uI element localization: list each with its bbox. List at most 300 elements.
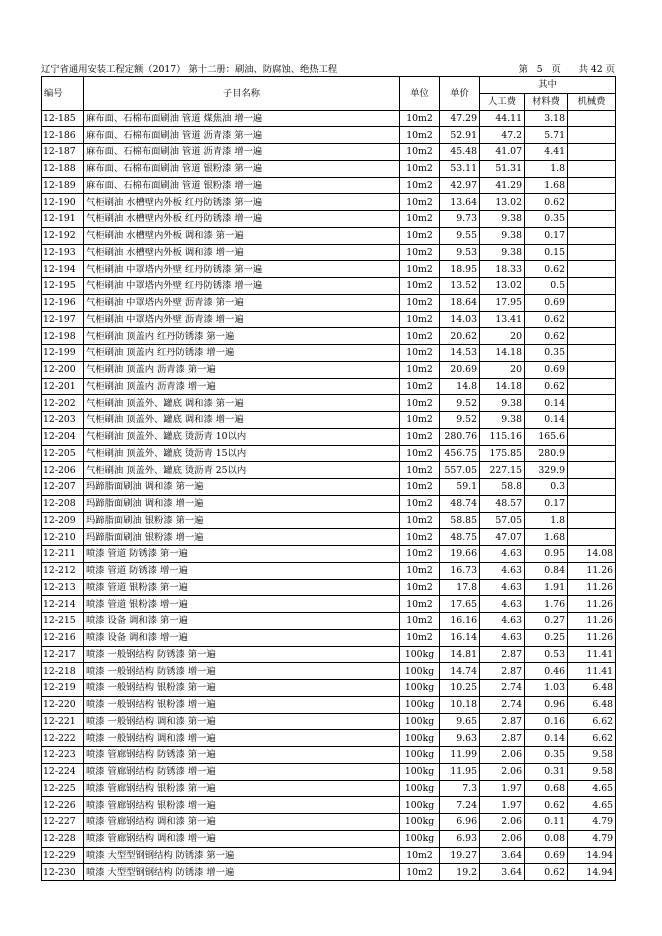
unit-cell: 10m2 bbox=[400, 261, 440, 278]
code-cell: 12-210 bbox=[42, 529, 84, 546]
code-cell: 12-222 bbox=[42, 730, 84, 747]
col-material-header: 材料费 bbox=[525, 93, 568, 110]
code-cell: 12-226 bbox=[42, 797, 84, 814]
machine-cell: 4.65 bbox=[568, 780, 616, 797]
labor-cell: 18.33 bbox=[480, 261, 525, 278]
name-cell: 气柜刷油 水槽壁内外板 调和漆 第一遍 bbox=[84, 227, 400, 244]
material-cell: 0.69 bbox=[525, 294, 568, 311]
price-cell: 14.81 bbox=[440, 646, 480, 663]
machine-cell bbox=[568, 194, 616, 211]
labor-cell: 2.06 bbox=[480, 814, 525, 831]
machine-cell bbox=[568, 144, 616, 161]
labor-cell: 9.38 bbox=[480, 211, 525, 228]
machine-cell: 11.26 bbox=[568, 629, 616, 646]
machine-cell bbox=[568, 361, 616, 378]
material-cell: 0.31 bbox=[525, 763, 568, 780]
name-cell: 喷漆 一般钢结构 调和漆 第一遍 bbox=[84, 713, 400, 730]
labor-cell: 4.63 bbox=[480, 629, 525, 646]
unit-cell: 10m2 bbox=[400, 110, 440, 127]
name-cell: 气柜刷油 水槽壁内外板 红丹防锈漆 增一遍 bbox=[84, 211, 400, 228]
machine-cell: 14.94 bbox=[568, 847, 616, 864]
unit-cell: 10m2 bbox=[400, 579, 440, 596]
price-cell: 16.14 bbox=[440, 629, 480, 646]
total-prefix: 共 bbox=[578, 64, 588, 75]
machine-cell bbox=[568, 110, 616, 127]
unit-cell: 100kg bbox=[400, 646, 440, 663]
labor-cell: 57.05 bbox=[480, 512, 525, 529]
code-cell: 12-218 bbox=[42, 663, 84, 680]
unit-cell: 10m2 bbox=[400, 864, 440, 881]
table-row bbox=[42, 261, 616, 278]
labor-cell: 13.02 bbox=[480, 194, 525, 211]
material-cell: 1.8 bbox=[525, 512, 568, 529]
col-group-header: 其中 bbox=[480, 77, 616, 94]
name-cell: 气柜刷油 顶盖内 红丹防锈漆 增一遍 bbox=[84, 345, 400, 362]
table-row bbox=[42, 629, 616, 646]
unit-cell: 10m2 bbox=[400, 361, 440, 378]
material-cell: 0.62 bbox=[525, 797, 568, 814]
code-cell: 12-199 bbox=[42, 345, 84, 362]
labor-cell: 41.29 bbox=[480, 177, 525, 194]
col-labor-header: 人工费 bbox=[480, 93, 525, 110]
price-cell: 10.18 bbox=[440, 696, 480, 713]
table-row bbox=[42, 780, 616, 797]
material-cell: 0.69 bbox=[525, 361, 568, 378]
code-cell: 12-190 bbox=[42, 194, 84, 211]
machine-cell bbox=[568, 512, 616, 529]
material-cell: 0.35 bbox=[525, 747, 568, 764]
name-cell: 喷漆 一般钢结构 防锈漆 增一遍 bbox=[84, 663, 400, 680]
material-cell: 0.16 bbox=[525, 713, 568, 730]
name-cell: 喷漆 一般钢结构 调和漆 增一遍 bbox=[84, 730, 400, 747]
machine-cell bbox=[568, 278, 616, 295]
code-cell: 12-194 bbox=[42, 261, 84, 278]
code-cell: 12-188 bbox=[42, 160, 84, 177]
name-cell: 麻布面、石棉布面刷油 管道 银粉漆 增一遍 bbox=[84, 177, 400, 194]
table-body bbox=[42, 110, 616, 881]
name-cell: 气柜刷油 顶盖外、罐底 调和漆 增一遍 bbox=[84, 412, 400, 429]
table-row bbox=[42, 144, 616, 161]
table-row bbox=[42, 294, 616, 311]
machine-cell: 6.62 bbox=[568, 713, 616, 730]
name-cell: 喷漆 管廊钢结构 银粉漆 第一遍 bbox=[84, 780, 400, 797]
material-cell: 0.62 bbox=[525, 194, 568, 211]
name-cell: 气柜刷油 顶盖外、罐底 烫沥青 25以内 bbox=[84, 462, 400, 479]
price-cell: 9.52 bbox=[440, 412, 480, 429]
name-cell: 麻布面、石棉布面刷油 管道 沥青漆 第一遍 bbox=[84, 127, 400, 144]
name-cell: 气柜刷油 水槽壁内外板 调和漆 增一遍 bbox=[84, 244, 400, 261]
machine-cell: 11.41 bbox=[568, 646, 616, 663]
name-cell: 气柜刷油 中罩塔内外壁 红丹防锈漆 第一遍 bbox=[84, 261, 400, 278]
machine-cell bbox=[568, 244, 616, 261]
code-cell: 12-224 bbox=[42, 763, 84, 780]
machine-cell bbox=[568, 211, 616, 228]
price-cell: 10.25 bbox=[440, 680, 480, 697]
code-cell: 12-201 bbox=[42, 378, 84, 395]
unit-cell: 100kg bbox=[400, 663, 440, 680]
code-cell: 12-217 bbox=[42, 646, 84, 663]
name-cell: 气柜刷油 中罩塔内外壁 红丹防锈漆 增一遍 bbox=[84, 278, 400, 295]
price-cell: 48.74 bbox=[440, 495, 480, 512]
code-cell: 12-215 bbox=[42, 613, 84, 630]
unit-cell: 100kg bbox=[400, 730, 440, 747]
name-cell: 喷漆 一般钢结构 防锈漆 第一遍 bbox=[84, 646, 400, 663]
material-cell: 1.76 bbox=[525, 596, 568, 613]
col-machine-header: 机械费 bbox=[568, 93, 616, 110]
material-cell: 1.68 bbox=[525, 529, 568, 546]
material-cell: 1.8 bbox=[525, 160, 568, 177]
table-row bbox=[42, 680, 616, 697]
price-cell: 19.27 bbox=[440, 847, 480, 864]
labor-cell: 4.63 bbox=[480, 613, 525, 630]
material-cell: 0.35 bbox=[525, 211, 568, 228]
code-cell: 12-213 bbox=[42, 579, 84, 596]
unit-cell: 10m2 bbox=[400, 227, 440, 244]
table-row bbox=[42, 177, 616, 194]
name-cell: 气柜刷油 顶盖内 红丹防锈漆 第一遍 bbox=[84, 328, 400, 345]
name-cell: 气柜刷油 中罩塔内外壁 沥青漆 增一遍 bbox=[84, 311, 400, 328]
labor-cell: 4.63 bbox=[480, 546, 525, 563]
name-cell: 气柜刷油 顶盖内 沥青漆 第一遍 bbox=[84, 361, 400, 378]
name-cell: 气柜刷油 顶盖内 沥青漆 增一遍 bbox=[84, 378, 400, 395]
labor-cell: 2.87 bbox=[480, 713, 525, 730]
unit-cell: 10m2 bbox=[400, 462, 440, 479]
unit-cell: 10m2 bbox=[400, 244, 440, 261]
price-cell: 9.53 bbox=[440, 244, 480, 261]
name-cell: 玛蹄脂面刷油 银粉漆 第一遍 bbox=[84, 512, 400, 529]
code-cell: 12-208 bbox=[42, 495, 84, 512]
labor-cell: 2.87 bbox=[480, 646, 525, 663]
unit-cell: 100kg bbox=[400, 713, 440, 730]
unit-cell: 10m2 bbox=[400, 495, 440, 512]
code-cell: 12-219 bbox=[42, 680, 84, 697]
labor-cell: 48.57 bbox=[480, 495, 525, 512]
code-cell: 12-187 bbox=[42, 144, 84, 161]
name-cell: 玛蹄脂面刷油 调和漆 第一遍 bbox=[84, 479, 400, 496]
table-row bbox=[42, 696, 616, 713]
machine-cell bbox=[568, 345, 616, 362]
table-row bbox=[42, 797, 616, 814]
name-cell: 喷漆 管道 防锈漆 第一遍 bbox=[84, 546, 400, 563]
price-cell: 42.97 bbox=[440, 177, 480, 194]
machine-cell: 11.26 bbox=[568, 613, 616, 630]
machine-cell: 9.58 bbox=[568, 763, 616, 780]
price-cell: 20.62 bbox=[440, 328, 480, 345]
name-cell: 气柜刷油 顶盖外、罐底 烫沥青 10以内 bbox=[84, 428, 400, 445]
name-cell: 喷漆 大型型钢钢结构 防锈漆 第一遍 bbox=[84, 847, 400, 864]
code-cell: 12-229 bbox=[42, 847, 84, 864]
material-cell: 0.62 bbox=[525, 311, 568, 328]
machine-cell bbox=[568, 177, 616, 194]
machine-cell bbox=[568, 227, 616, 244]
code-cell: 12-198 bbox=[42, 328, 84, 345]
code-cell: 12-228 bbox=[42, 830, 84, 847]
labor-cell: 4.63 bbox=[480, 579, 525, 596]
labor-cell: 58.8 bbox=[480, 479, 525, 496]
name-cell: 喷漆 管廊钢结构 防锈漆 第一遍 bbox=[84, 747, 400, 764]
code-cell: 12-202 bbox=[42, 395, 84, 412]
unit-cell: 10m2 bbox=[400, 395, 440, 412]
material-cell: 0.69 bbox=[525, 847, 568, 864]
table-row bbox=[42, 596, 616, 613]
labor-cell: 9.38 bbox=[480, 244, 525, 261]
unit-cell: 10m2 bbox=[400, 428, 440, 445]
table-row bbox=[42, 763, 616, 780]
code-cell: 12-191 bbox=[42, 211, 84, 228]
labor-cell: 2.06 bbox=[480, 830, 525, 847]
unit-cell: 10m2 bbox=[400, 445, 440, 462]
unit-cell: 10m2 bbox=[400, 512, 440, 529]
page-prefix: 第 bbox=[518, 64, 528, 75]
machine-cell: 14.94 bbox=[568, 864, 616, 881]
name-cell: 玛蹄脂面刷油 调和漆 增一遍 bbox=[84, 495, 400, 512]
labor-cell: 41.07 bbox=[480, 144, 525, 161]
col-code-header: 编号 bbox=[42, 77, 84, 111]
price-cell: 19.66 bbox=[440, 546, 480, 563]
code-cell: 12-223 bbox=[42, 747, 84, 764]
table-row bbox=[42, 529, 616, 546]
machine-cell: 4.79 bbox=[568, 814, 616, 831]
unit-cell: 100kg bbox=[400, 696, 440, 713]
material-cell: 329.9 bbox=[525, 462, 568, 479]
unit-cell: 10m2 bbox=[400, 378, 440, 395]
page-number: 5 bbox=[536, 64, 543, 75]
table-row bbox=[42, 211, 616, 228]
price-cell: 9.55 bbox=[440, 227, 480, 244]
material-cell: 0.17 bbox=[525, 495, 568, 512]
material-cell: 0.11 bbox=[525, 814, 568, 831]
price-cell: 14.03 bbox=[440, 311, 480, 328]
price-cell: 13.52 bbox=[440, 278, 480, 295]
name-cell: 喷漆 设备 调和漆 增一遍 bbox=[84, 629, 400, 646]
table-row bbox=[42, 663, 616, 680]
unit-cell: 100kg bbox=[400, 747, 440, 764]
machine-cell: 9.58 bbox=[568, 747, 616, 764]
col-name-header: 子目名称 bbox=[84, 77, 400, 111]
material-cell: 0.68 bbox=[525, 780, 568, 797]
code-cell: 12-203 bbox=[42, 412, 84, 429]
table-row bbox=[42, 110, 616, 127]
code-cell: 12-192 bbox=[42, 227, 84, 244]
unit-cell: 100kg bbox=[400, 814, 440, 831]
col-price-header: 单价 bbox=[440, 77, 480, 111]
price-cell: 7.3 bbox=[440, 780, 480, 797]
price-cell: 14.74 bbox=[440, 663, 480, 680]
table-row bbox=[42, 412, 616, 429]
total-suffix: 页 bbox=[605, 64, 615, 75]
table-row bbox=[42, 428, 616, 445]
table-row bbox=[42, 613, 616, 630]
material-cell: 1.03 bbox=[525, 680, 568, 697]
machine-cell: 14.08 bbox=[568, 546, 616, 563]
machine-cell: 6.48 bbox=[568, 696, 616, 713]
table-row bbox=[42, 311, 616, 328]
labor-cell: 4.63 bbox=[480, 562, 525, 579]
table-row bbox=[42, 194, 616, 211]
machine-cell bbox=[568, 495, 616, 512]
machine-cell bbox=[568, 378, 616, 395]
unit-cell: 10m2 bbox=[400, 529, 440, 546]
price-cell: 9.63 bbox=[440, 730, 480, 747]
document-title: 辽宁省通用安装工程定额（2017） 第十二册：刷油、防腐蚀、绝热工程 bbox=[41, 64, 338, 75]
price-cell: 48.75 bbox=[440, 529, 480, 546]
machine-cell: 6.48 bbox=[568, 680, 616, 697]
name-cell: 喷漆 管廊钢结构 调和漆 增一遍 bbox=[84, 830, 400, 847]
price-cell: 47.29 bbox=[440, 110, 480, 127]
unit-cell: 10m2 bbox=[400, 177, 440, 194]
labor-cell: 115.16 bbox=[480, 428, 525, 445]
name-cell: 喷漆 一般钢结构 银粉漆 第一遍 bbox=[84, 680, 400, 697]
unit-cell: 100kg bbox=[400, 830, 440, 847]
code-cell: 12-221 bbox=[42, 713, 84, 730]
table-row bbox=[42, 328, 616, 345]
unit-cell: 10m2 bbox=[400, 546, 440, 563]
table-row bbox=[42, 512, 616, 529]
table-row bbox=[42, 495, 616, 512]
price-cell: 58.85 bbox=[440, 512, 480, 529]
machine-cell: 6.62 bbox=[568, 730, 616, 747]
material-cell: 3.18 bbox=[525, 110, 568, 127]
labor-cell: 44.11 bbox=[480, 110, 525, 127]
code-cell: 12-197 bbox=[42, 311, 84, 328]
table-row bbox=[42, 227, 616, 244]
labor-cell: 2.87 bbox=[480, 730, 525, 747]
machine-cell bbox=[568, 479, 616, 496]
table-row bbox=[42, 395, 616, 412]
machine-cell bbox=[568, 412, 616, 429]
table-row bbox=[42, 127, 616, 144]
code-cell: 12-206 bbox=[42, 462, 84, 479]
unit-cell: 10m2 bbox=[400, 144, 440, 161]
price-cell: 59.1 bbox=[440, 479, 480, 496]
material-cell: 0.62 bbox=[525, 378, 568, 395]
material-cell: 0.15 bbox=[525, 244, 568, 261]
name-cell: 喷漆 管道 银粉漆 第一遍 bbox=[84, 579, 400, 596]
code-cell: 12-205 bbox=[42, 445, 84, 462]
labor-cell: 2.06 bbox=[480, 763, 525, 780]
table-row bbox=[42, 730, 616, 747]
unit-cell: 100kg bbox=[400, 780, 440, 797]
machine-cell: 11.41 bbox=[568, 663, 616, 680]
name-cell: 麻布面、石棉布面刷油 管道 煤焦油 增一遍 bbox=[84, 110, 400, 127]
unit-cell: 10m2 bbox=[400, 160, 440, 177]
machine-cell bbox=[568, 311, 616, 328]
material-cell: 0.62 bbox=[525, 328, 568, 345]
unit-cell: 10m2 bbox=[400, 629, 440, 646]
machine-cell bbox=[568, 261, 616, 278]
unit-cell: 10m2 bbox=[400, 127, 440, 144]
unit-cell: 10m2 bbox=[400, 412, 440, 429]
unit-cell: 100kg bbox=[400, 680, 440, 697]
material-cell: 0.53 bbox=[525, 646, 568, 663]
labor-cell: 51.31 bbox=[480, 160, 525, 177]
table-row bbox=[42, 713, 616, 730]
machine-cell bbox=[568, 462, 616, 479]
material-cell: 4.41 bbox=[525, 144, 568, 161]
labor-cell: 3.64 bbox=[480, 864, 525, 881]
material-cell: 280.9 bbox=[525, 445, 568, 462]
table-row bbox=[42, 847, 616, 864]
name-cell: 喷漆 一般钢结构 银粉漆 增一遍 bbox=[84, 696, 400, 713]
code-cell: 12-186 bbox=[42, 127, 84, 144]
unit-cell: 100kg bbox=[400, 797, 440, 814]
code-cell: 12-193 bbox=[42, 244, 84, 261]
table-row bbox=[42, 579, 616, 596]
material-cell: 0.17 bbox=[525, 227, 568, 244]
unit-cell: 10m2 bbox=[400, 596, 440, 613]
table-row bbox=[42, 562, 616, 579]
price-cell: 557.05 bbox=[440, 462, 480, 479]
material-cell: 0.14 bbox=[525, 730, 568, 747]
name-cell: 喷漆 管廊钢结构 调和漆 第一遍 bbox=[84, 814, 400, 831]
unit-cell: 10m2 bbox=[400, 194, 440, 211]
name-cell: 麻布面、石棉布面刷油 管道 沥青漆 增一遍 bbox=[84, 144, 400, 161]
page-header bbox=[41, 64, 615, 76]
unit-cell: 10m2 bbox=[400, 345, 440, 362]
table-row bbox=[42, 160, 616, 177]
price-cell: 13.64 bbox=[440, 194, 480, 211]
labor-cell: 2.06 bbox=[480, 747, 525, 764]
labor-cell: 14.18 bbox=[480, 345, 525, 362]
price-cell: 9.52 bbox=[440, 395, 480, 412]
table-row bbox=[42, 244, 616, 261]
price-cell: 45.48 bbox=[440, 144, 480, 161]
unit-cell: 10m2 bbox=[400, 613, 440, 630]
price-cell: 19.2 bbox=[440, 864, 480, 881]
code-cell: 12-214 bbox=[42, 596, 84, 613]
material-cell: 0.3 bbox=[525, 479, 568, 496]
name-cell: 气柜刷油 中罩塔内外壁 沥青漆 第一遍 bbox=[84, 294, 400, 311]
material-cell: 0.95 bbox=[525, 546, 568, 563]
code-cell: 12-209 bbox=[42, 512, 84, 529]
machine-cell: 11.26 bbox=[568, 562, 616, 579]
table-row bbox=[42, 378, 616, 395]
table-row bbox=[42, 361, 616, 378]
labor-cell: 20 bbox=[480, 328, 525, 345]
price-cell: 20.69 bbox=[440, 361, 480, 378]
price-cell: 16.73 bbox=[440, 562, 480, 579]
labor-cell: 47.2 bbox=[480, 127, 525, 144]
code-cell: 12-227 bbox=[42, 814, 84, 831]
table-row bbox=[42, 479, 616, 496]
unit-cell: 10m2 bbox=[400, 294, 440, 311]
labor-cell: 227.15 bbox=[480, 462, 525, 479]
machine-cell bbox=[568, 445, 616, 462]
code-cell: 12-230 bbox=[42, 864, 84, 881]
code-cell: 12-185 bbox=[42, 110, 84, 127]
table-row bbox=[42, 445, 616, 462]
machine-cell bbox=[568, 127, 616, 144]
quota-table bbox=[41, 76, 616, 881]
material-cell: 0.96 bbox=[525, 696, 568, 713]
code-cell: 12-200 bbox=[42, 361, 84, 378]
labor-cell: 3.64 bbox=[480, 847, 525, 864]
machine-cell: 4.79 bbox=[568, 830, 616, 847]
name-cell: 喷漆 设备 调和漆 第一遍 bbox=[84, 613, 400, 630]
code-cell: 12-207 bbox=[42, 479, 84, 496]
material-cell: 0.62 bbox=[525, 261, 568, 278]
page-indicator bbox=[519, 64, 615, 76]
code-cell: 12-196 bbox=[42, 294, 84, 311]
labor-cell: 17.95 bbox=[480, 294, 525, 311]
unit-cell: 10m2 bbox=[400, 328, 440, 345]
labor-cell: 9.38 bbox=[480, 412, 525, 429]
price-cell: 11.99 bbox=[440, 747, 480, 764]
material-cell: 0.46 bbox=[525, 663, 568, 680]
labor-cell: 14.18 bbox=[480, 378, 525, 395]
price-cell: 53.11 bbox=[440, 160, 480, 177]
machine-cell: 11.26 bbox=[568, 596, 616, 613]
